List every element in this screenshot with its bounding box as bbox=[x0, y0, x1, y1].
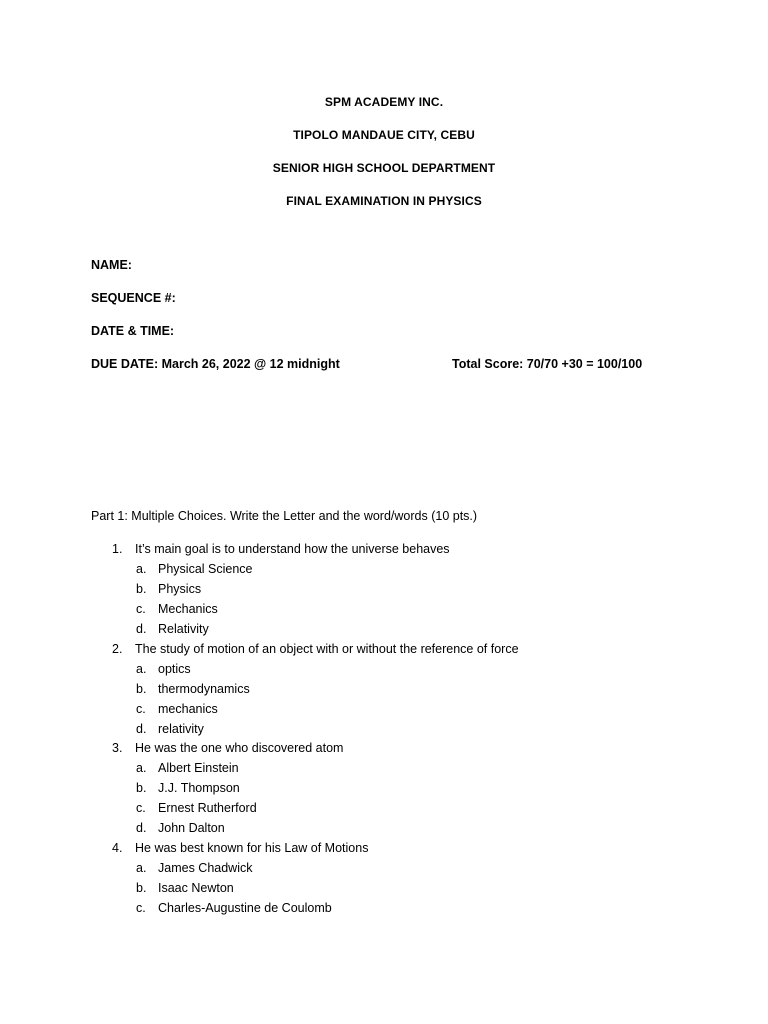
option-text: Relativity bbox=[158, 622, 209, 636]
option-letter: c. bbox=[136, 602, 146, 616]
option-text: James Chadwick bbox=[158, 861, 253, 875]
option-letter: c. bbox=[136, 702, 146, 716]
question-text: He was the one who discovered atom bbox=[135, 741, 344, 755]
option-letter: a. bbox=[136, 562, 147, 576]
option-letter: a. bbox=[136, 662, 147, 676]
option-text: J.J. Thompson bbox=[158, 781, 240, 795]
exam-title: FINAL EXAMINATION IN PHYSICS bbox=[286, 194, 482, 208]
question-number: 4. bbox=[112, 841, 123, 855]
option-text: Ernest Rutherford bbox=[158, 801, 257, 815]
due-date: DUE DATE: March 26, 2022 @ 12 midnight bbox=[91, 357, 340, 371]
question-text: He was best known for his Law of Motions bbox=[135, 841, 369, 855]
option-text: Albert Einstein bbox=[158, 761, 239, 775]
question-text: It’s main goal is to understand how the universe behaves bbox=[135, 542, 450, 556]
option-letter: b. bbox=[136, 582, 147, 596]
option-text: thermodynamics bbox=[158, 682, 250, 696]
option-letter: b. bbox=[136, 682, 147, 696]
school-name: SPM ACADEMY INC. bbox=[324, 95, 444, 109]
datetime-label: DATE & TIME: bbox=[91, 324, 175, 338]
part1-title: Part 1: Multiple Choices. Write the Letter and the word/words (10 pts.) bbox=[91, 509, 478, 523]
question-number: 1. bbox=[112, 542, 123, 556]
option-letter: c. bbox=[136, 801, 146, 815]
option-text: John Dalton bbox=[158, 821, 225, 835]
option-text: relativity bbox=[158, 722, 204, 736]
school-address: TIPOLO MANDAUE CITY, CEBU bbox=[293, 128, 475, 142]
question-number: 3. bbox=[112, 741, 123, 755]
option-text: Mechanics bbox=[158, 602, 218, 616]
option-letter: d. bbox=[136, 821, 147, 835]
department-name: SENIOR HIGH SCHOOL DEPARTMENT bbox=[272, 161, 496, 175]
option-letter: d. bbox=[136, 622, 147, 636]
name-label: NAME: bbox=[91, 258, 132, 272]
sequence-label: SEQUENCE #: bbox=[91, 291, 176, 305]
option-text: Physical Science bbox=[158, 562, 253, 576]
option-text: optics bbox=[158, 662, 191, 676]
option-letter: c. bbox=[136, 901, 146, 915]
question-number: 2. bbox=[112, 642, 123, 656]
option-letter: b. bbox=[136, 781, 147, 795]
option-letter: b. bbox=[136, 881, 147, 895]
option-text: Isaac Newton bbox=[158, 881, 234, 895]
option-letter: a. bbox=[136, 761, 147, 775]
option-text: Physics bbox=[158, 582, 202, 596]
option-letter: d. bbox=[136, 722, 147, 736]
question-text: The study of motion of an object with or without the reference of force bbox=[135, 642, 519, 656]
option-letter: a. bbox=[136, 861, 147, 875]
option-text: mechanics bbox=[158, 702, 218, 716]
option-text: Charles-Augustine de Coulomb bbox=[158, 901, 332, 915]
total-score: Total Score: 70/70 +30 = 100/100 bbox=[452, 357, 643, 371]
